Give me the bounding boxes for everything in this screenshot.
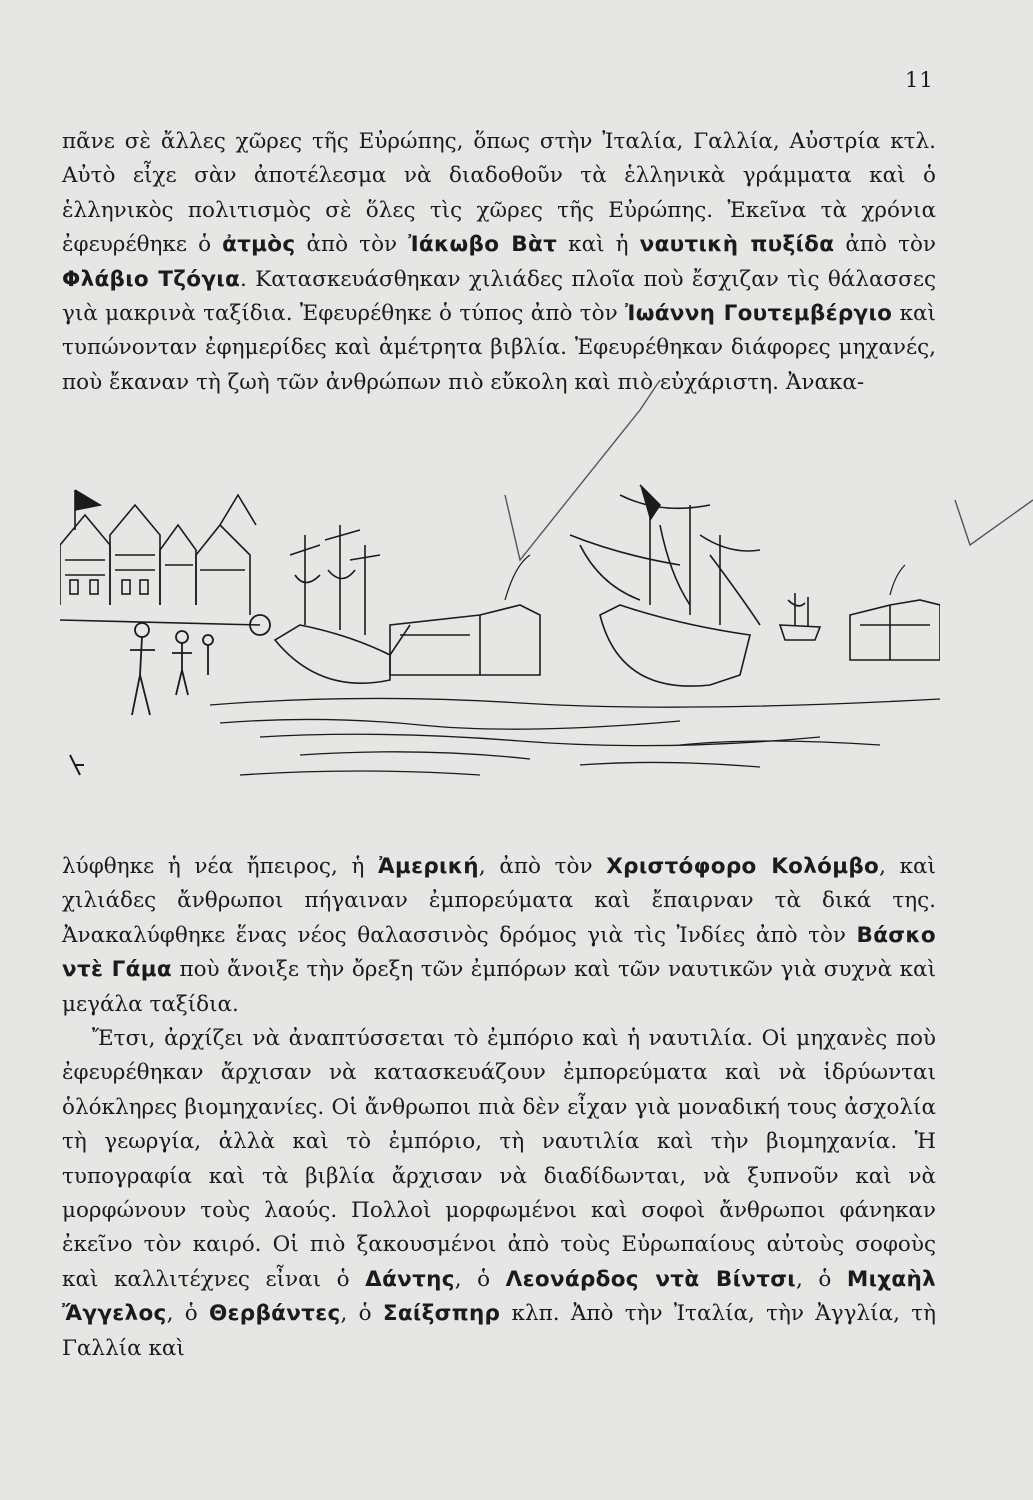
bold-term: Λεονάρδος ντὰ Βίντσι xyxy=(505,1266,796,1292)
bold-term: Θερβάντες xyxy=(208,1301,341,1327)
signature-mark xyxy=(70,755,84,775)
bold-term: Βάσκο ντὲ Γάμα xyxy=(62,922,936,983)
fortress-right xyxy=(850,565,940,660)
page-number: 11 xyxy=(905,68,934,92)
bold-term: Σαίξσπηρ xyxy=(382,1301,501,1327)
bold-term: Φλάβιο Τζόγια xyxy=(62,266,241,292)
paragraph-3: Ἔτσι, ἀρχίζει νὰ ἀναπτύσσεται τὸ ἐμπόριο καὶ ἡ ναυτιλία. Οἱ μηχανὲς ποὺ ἐφευρέθηκαν ἄρχισαν νὰ κατασκευάζουν ἐμπορεύματα καὶ νὰ ἱδρύωνται ὁλόκληρες βιομηχανίες. Οἱ ἄνθρωποι πιὰ δὲν εἶχαν γιὰ μοναδική τους ἀσχολία τὴ γεωργία, ἀλλὰ καὶ τὸ ἐμπόριο, τὴ ναυτιλία καὶ τὴν βιομηχανία. Ἡ τυπογραφία καὶ τὰ βιβλία ἄρχισαν νὰ διαδίδωνται, νὰ ξυπνοῦν καὶ νὰ μορφώνουν τοὺς λαούς. Πολλοὶ μορφωμένοι καὶ σοφοὶ ἄνθρωποι φάνηκαν ἐκεῖνο τὸν καιρό. Οἱ πιὸ ξακουσμένοι ἀπὸ τοὺς Εὐρωπαίους αὐτοὺς σοφοὺς καὶ καλλιτέχνες εἶναι ὁ Δάντης, ὁ Λεονάρδος ντὰ Βίντσι, ὁ Μιχαὴλ Ἄγγελος, ὁ Θερβάντες, ὁ Σαίξσπηρ κλπ. Ἀπὸ τὴν Ἰταλία, τὴν Ἀγγλία, τὴ Γαλλία καὶ xyxy=(62,1026,936,1361)
sailing-ship-distant xyxy=(780,593,820,640)
bold-term: Ἀμερική xyxy=(378,854,479,879)
bottom-text-block xyxy=(62,850,936,1366)
bold-term: Δάντης xyxy=(365,1266,455,1292)
water-ripples xyxy=(210,698,940,775)
sailing-ship-center xyxy=(570,485,760,686)
top-text-block xyxy=(62,125,936,400)
bold-term: Ἰωάννη Γουτεμβέργιο xyxy=(625,301,893,327)
bold-term: ναυτικὴ πυξίδα xyxy=(639,232,835,258)
town-buildings xyxy=(60,490,260,625)
bold-term: Χριστόφορο Κολόμβο xyxy=(606,854,880,879)
bold-term: Ἰάκωβο Βὰτ xyxy=(408,232,558,258)
bold-term: Μιχαὴλ Ἄγγελος xyxy=(62,1266,936,1327)
figures xyxy=(130,615,270,715)
harbor-illustration xyxy=(60,475,940,800)
bold-term: ἀτμὸς xyxy=(222,232,296,258)
fortress-middle xyxy=(390,555,540,675)
paragraph-1: πᾶνε σὲ ἄλλες χῶρες τῆς Εὐρώπης, ὅπως στὴν Ἰταλία, Γαλλία, Αὐστρία κτλ. Αὐτὸ εἶχε σὰν ἀποτέλεσμα νὰ διαδοθοῦν τὰ ἑλληνικὰ γράμματα καὶ ὁ ἑλληνικὸς πολιτισμὸς σὲ ὅλες τὶς χῶρες τῆς Εὐρώπης. Ἐκεῖνα τὰ χρόνια ἐφευρέθηκε ὁ ἀτμὸς ἀπὸ τὸν Ἰάκωβο Βὰτ καὶ ἡ ναυτικὴ πυξίδα ἀπὸ τὸν Φλάβιο Τζόγια. Κατασκευάσθηκαν χιλιάδες πλοῖα ποὺ ἔσχιζαν τὶς θάλασσες γιὰ μακρινὰ ταξίδια. Ἐφευρέθηκε ὁ τύπος ἀπὸ τὸν Ἰωάννη Γουτεμβέργιο καὶ τυπώνονταν ἐφημερίδες καὶ ἀμέτρητα βιβλία. Ἐφευρέθηκαν διάφορες μηχανές, ποὺ ἔκαναν τὴ ζωὴ τῶν ἀνθρώπων πιὸ εὔκολη καὶ πιὸ εὐχάριστη. Ἀνακα- xyxy=(62,129,936,395)
paragraph-2: λύφθηκε ἡ νέα ἤπειρος, ἡ Ἀμερική, ἀπὸ τὸν Χριστόφορο Κολόμβο, καὶ χιλιάδες ἄνθρωποι πήγαιναν ἐμπορεύματα καὶ ἔπαιρναν τὰ δικά της. Ἀνακαλύφθηκε ἕνας νέος θαλασσινὸς δρόμος γιὰ τὶς Ἰνδίες ἀπὸ τὸν Βάσκο ντὲ Γάμα ποὺ ἄνοιξε τὴν ὄρεξη τῶν ἐμπόρων καὶ τῶν ναυτικῶν γιὰ συχνὰ καὶ μεγάλα ταξίδια. xyxy=(62,854,937,1017)
